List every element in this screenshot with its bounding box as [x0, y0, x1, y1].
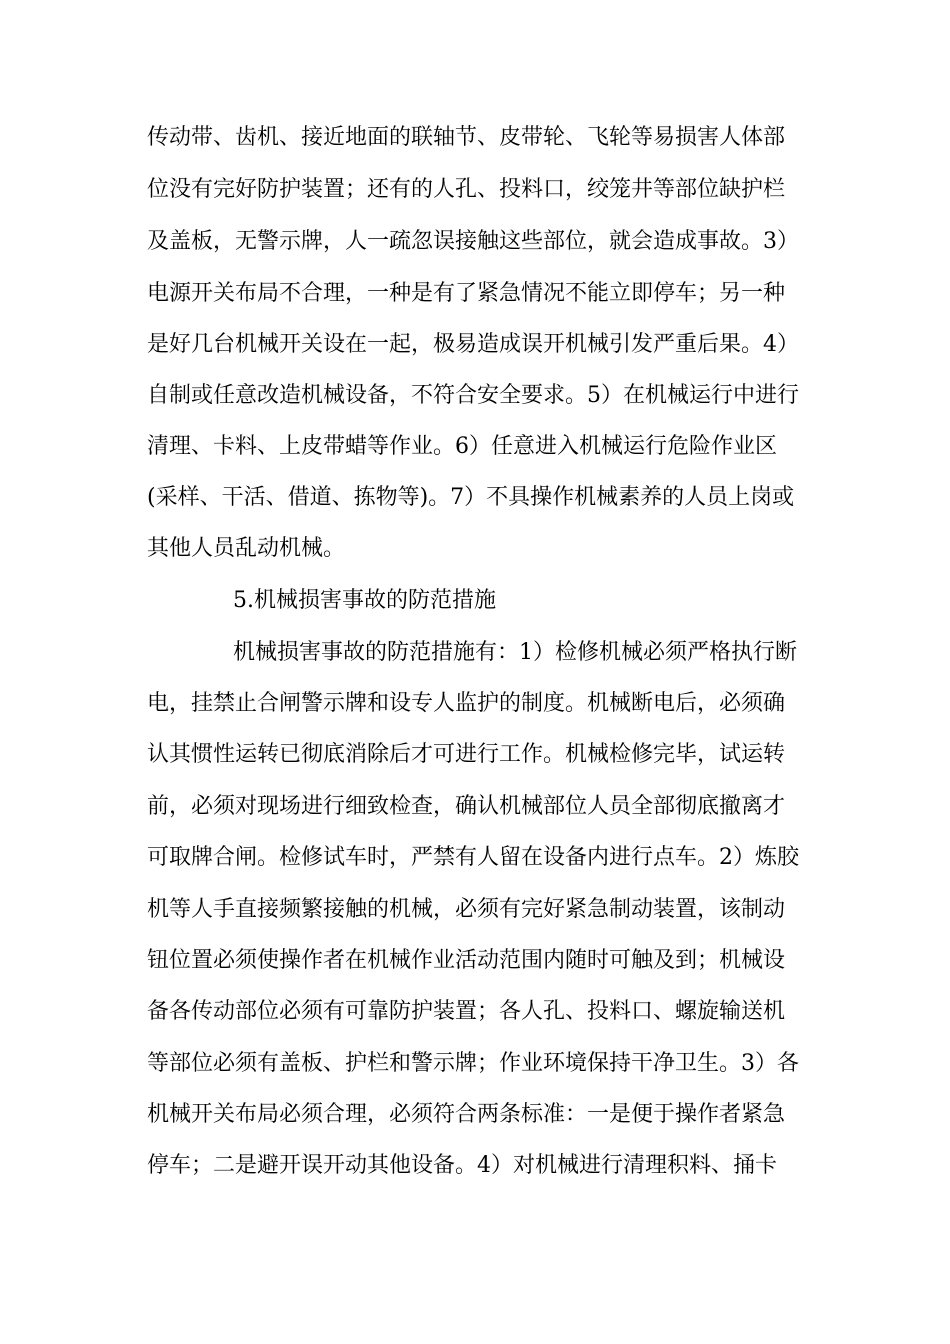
paragraph-1-line: 自制或任意改造机械设备，不符合安全要求。5）在机械运行中进行	[147, 383, 799, 408]
paragraph-2-line: 等部位必须有盖板、护栏和警示牌；作业环境保持干净卫生。3）各	[147, 1051, 799, 1076]
paragraph-2-line: 认其惯性运转已彻底消除后才可进行工作。机械检修完毕，试运转	[147, 742, 786, 767]
paragraph-1-line: 清理、卡料、上皮带蜡等作业。6）任意进入机械运行危险作业区	[147, 434, 777, 459]
paragraph-2-line: 前，必须对现场进行细致检查，确认机械部位人员全部彻底撤离才	[147, 794, 786, 819]
paragraph-2-line: 电，挂禁止合闸警示牌和设专人监护的制度。机械断电后，必须确	[147, 691, 786, 716]
paragraph-1-line: 位没有完好防护装置；还有的人孔、投料口，绞笼井等部位缺护栏	[147, 177, 786, 202]
paragraph-1-line: 电源开关布局不合理，一种是有了紧急情况不能立即停车；另一种	[147, 281, 786, 306]
paragraph-2-line: 备各传动部位必须有可靠防护装置；各人孔、投料口、螺旋输送机	[147, 999, 786, 1024]
paragraph-2-line: 可取牌合闸。检修试车时，严禁有人留在设备内进行点车。2）炼胶	[147, 845, 799, 870]
paragraph-1-line: 是好几台机械开关设在一起，极易造成误开机械引发严重后果。4）	[147, 332, 799, 357]
paragraph-2-line: 机械开关布局必须合理，必须符合两条标准：一是便于操作者紧急	[147, 1102, 786, 1127]
paragraph-2-line: 机等人手直接频繁接触的机械，必须有完好紧急制动装置，该制动	[147, 897, 786, 922]
paragraph-2-line: 停车；二是避开误开动其他设备。4）对机械进行清理积料、捅卡	[147, 1153, 777, 1178]
paragraph-2-line: 机械损害事故的防范措施有：1）检修机械必须严格执行断	[233, 640, 797, 665]
paragraph-1-line: 其他人员乱动机械。	[147, 536, 346, 561]
section-heading: 5.机械损害事故的防范措施	[233, 588, 496, 613]
paragraph-1-line: 及盖板，无警示牌，人一疏忽误接触这些部位，就会造成事故。3）	[147, 229, 799, 254]
paragraph-1-line: (采样、干活、借道、拣物等)。7）不具操作机械素养的人员上岗或	[147, 485, 795, 510]
paragraph-1-line: 传动带、齿机、接近地面的联轴节、皮带轮、飞轮等易损害人体部	[147, 125, 786, 150]
paragraph-2-line: 钮位置必须使操作者在机械作业活动范围内随时可触及到；机械设	[147, 948, 786, 973]
